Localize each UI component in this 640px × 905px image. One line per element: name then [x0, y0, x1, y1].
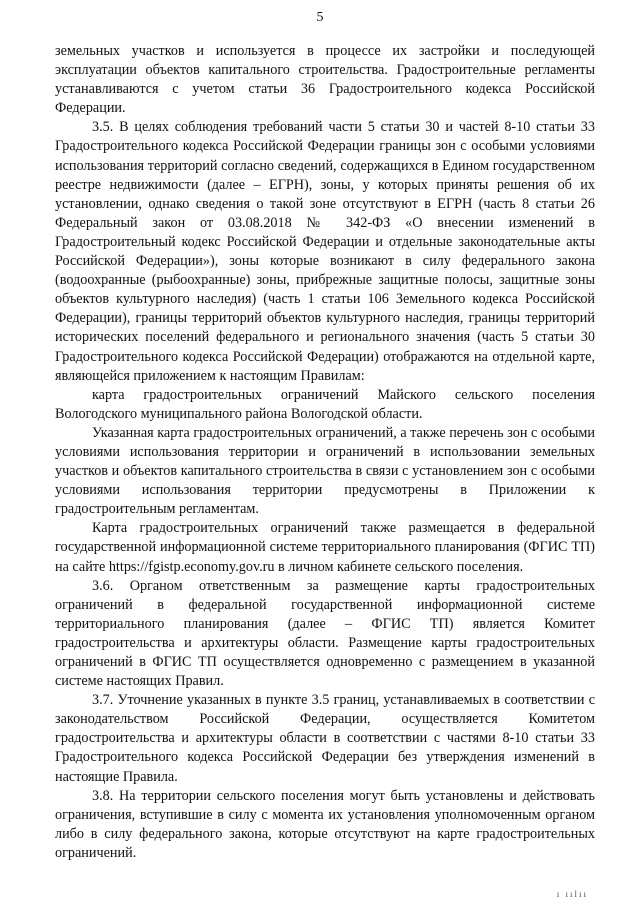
document-body — [55, 42, 595, 863]
scan-mark: ı ıılıı — [556, 889, 588, 899]
paragraph-continuation: земельных участков и используется в процессе их застройки и последующей эксплуатации объектов капитального строительства. Градостроительные регламенты устанавливаются с учетом статьи 36 Градостроительного кодекса Российской Федерации. — [55, 43, 595, 117]
paragraph-map-title: карта градостроительных ограничений Майского сельского поселения Вологодского муниципального района Вологодской области. — [55, 386, 595, 422]
paragraph-map-description: Указанная карта градостроительных ограничений, а также перечень зон с особыми условиями использования территории и ограничений в использовании земельных участков и объектов капитального строительства в связи с установлением зон с особыми условиями использования территории предусмотрены в Приложении к градостроительным регламентам. — [55, 424, 595, 518]
page-number: 5 — [316, 10, 324, 25]
paragraph-3-7: 3.7. Уточнение указанных в пункте 3.5 границ, устанавливаемых в соответствии с законодательством Российской Федерации, осуществляется Комитетом градостроительства и архитектуры области в соответствии с частями 8-10 статьи 33 Градостроительного кодекса Российской Федерации без утверждения изменений в настоящие Правила. — [55, 692, 595, 785]
paragraph-fgis-placement: Карта градостроительных ограничений также размещается в федеральной государственной информационной системе территориального планирования (ФГИС ТП) на сайте https://fgistp.economy.gov.ru в личном кабинете сельского поселения. — [55, 520, 595, 575]
paragraph-3-8: 3.8. На территории сельского поселения могут быть установлены и действовать ограничения, вступившие в силу с момента их установления уполномоченным органом либо в силу федерального закона, которые отсутствуют на карте градостроительных ограничений. — [55, 787, 595, 861]
paragraph-3-5: 3.5. В целях соблюдения требований части 5 статьи 30 и частей 8-10 статьи 33 Градостроительного кодекса Российской Федерации границы зон с особыми условиями использования территорий согласно сведений, содержащихся в Едином государственном реестре недвижимости (далее – ЕГРН), зоны, у которых приняты решения об их установлении, однако сведения о такой зоне отсутствуют в ЕГРН (часть 8 статьи 26 Федеральный закон от 03.08.2018 № 342-ФЗ «О внесении изменений в Градостроительный кодекс Российской Федерации и отдельные законодательные акты Российской Федерации»), зоны которые возникают в силу федерального закона (водоохранные (рыбоохранные) зоны, прибрежные защитные полосы, защитные зоны объектов культурного наследия) (часть 1 статьи 106 Земельного кодекса Российской Федерации), границы территорий объектов культурного наследия, границы территорий исторических поселений федерального и регионального значения (часть 5 статьи 30 Градостроительного кодекса Российской Федерации) отображаются на отдельной карте, являющейся приложением к настоящим Правилам: — [55, 119, 595, 384]
paragraph-3-6: 3.6. Органом ответственным за размещение карты градостроительных ограничений в федеральной государственной информационной системе территориального планирования (далее – ФГИС ТП) является Комитет градостроительства и архитектуры области. Размещение карты градостроительных ограничений в ФГИС ТП осуществляется одновременно с размещением в указанной системе настоящих Правил. — [55, 577, 595, 690]
